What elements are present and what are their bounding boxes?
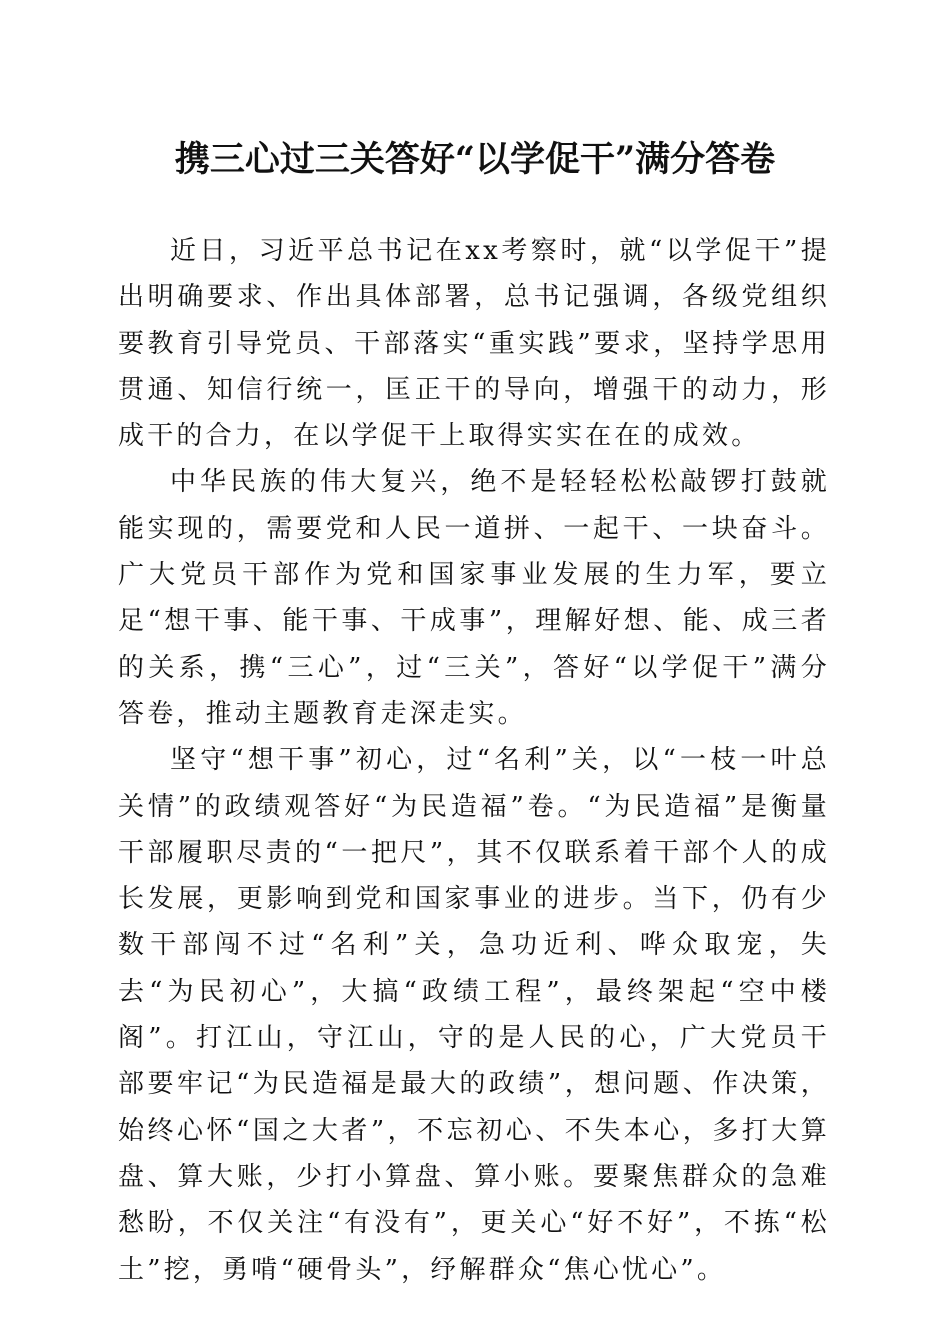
paragraph-2: 中华民族的伟大复兴，绝不是轻轻松松敲锣打鼓就能实现的，需要党和人民一道拼、一起干、一块奋斗。广大党员干部作为党和国家事业发展的生力军，要立足“想干事、能干事、干成事”，理解好想、能、成三者的关系，携“三心”，过“三关”，答好“以学促干”满分答卷，推动主题教育走深走实。 bbox=[118, 467, 830, 729]
document-title: 携三心过三关答好“以学促干”满分答卷 bbox=[174, 139, 776, 180]
document-body bbox=[118, 228, 830, 1293]
paragraph-1: 近日，习近平总书记在xx考察时，就“以学促干”提出明确要求、作出具体部署，总书记强调，各级党组织要教育引导党员、干部落实“重实践”要求，坚持学思用贯通、知信行统一，匡正干的导向，增强干的动力，形成干的合力，在以学促干上取得实实在在的成效。 bbox=[118, 236, 830, 452]
paragraph-3: 坚守“想干事”初心，过“名利”关，以“一枝一叶总关情”的政绩观答好“为民造福”卷。“为民造福”是衡量干部履职尽责的“一把尺”，其不仅联系着干部个人的成长发展，更影响到党和国家事业的进步。当下，仍有少数干部闯不过“名利”关，急功近利、哗众取宠，失去“为民初心”，大搞“政绩工程”，最终架起“空中楼阁”。打江山，守江山，守的是人民的心，广大党员干部要牢记“为民造福是最大的政绩”，想问题、作决策，始终心怀“国之大者”，不忘初心、不失本心，多打大算盘、算大账，少打小算盘、算小账。要聚焦群众的急难愁盼，不仅关注“有没有”，更关心“好不好”，不拣“松土”挖，勇啃“硬骨头”，纾解群众“焦心忧心”。 bbox=[118, 745, 830, 1285]
